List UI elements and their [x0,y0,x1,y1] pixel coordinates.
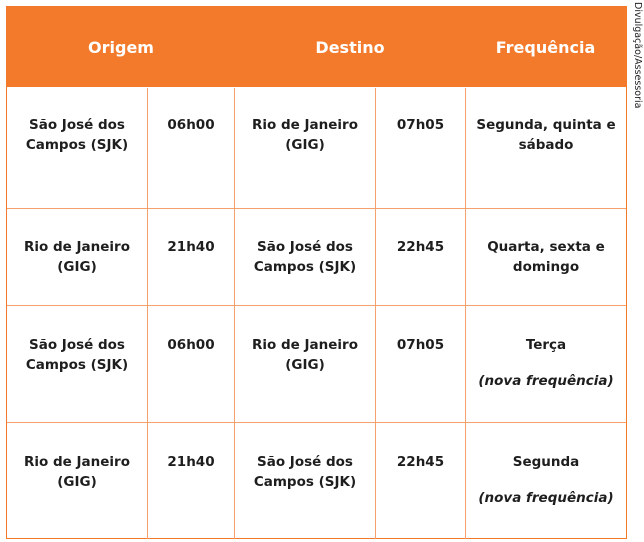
arrival-time-cell: 07h05 [396,337,445,353]
destination-cell: Rio de Janeiro (GIG) [252,117,358,153]
new-frequency-note: (nova frequência) [478,490,614,506]
row-divider [7,422,626,423]
frequency-days: Terça [525,337,567,353]
header-origin: Origem [88,37,154,57]
frequency-days: Quarta, sexta e domingo [487,239,605,275]
header-frequency: Frequência [495,37,596,57]
origin-cell: São José dos Campos (SJK) [25,117,129,153]
column-divider [234,88,235,539]
table-header [7,7,626,87]
column-divider [465,88,466,539]
arrival-time-cell: 07h05 [396,117,445,133]
origin-cell: Rio de Janeiro (GIG) [24,239,130,275]
arrival-time-cell: 22h45 [396,454,445,470]
photo-credit-text: Divulgação/Assessoria [632,2,643,109]
destination-cell: Rio de Janeiro (GIG) [252,337,358,373]
row-divider [7,208,626,209]
flight-schedule-table [6,6,627,539]
arrival-time-cell: 22h45 [396,239,445,255]
frequency-days: Segunda [512,454,580,470]
frequency-cell [467,452,625,508]
new-frequency-note: (nova frequência) [478,373,614,389]
origin-cell: São José dos Campos (SJK) [25,337,129,373]
departure-time-cell: 06h00 [167,337,215,353]
destination-cell: São José dos Campos (SJK) [253,454,357,490]
departure-time-cell: 21h40 [167,454,215,470]
header-destination: Destino [315,37,385,57]
frequency-days: Segunda, quinta e sábado [476,117,616,153]
row-divider [7,305,626,306]
origin-cell: Rio de Janeiro (GIG) [24,454,130,490]
departure-time-cell: 21h40 [167,239,215,255]
photo-credit [630,0,644,130]
frequency-cell [473,115,619,155]
frequency-cell [467,335,625,391]
departure-time-cell: 06h00 [167,117,215,133]
frequency-cell [473,237,619,277]
destination-cell: São José dos Campos (SJK) [253,239,357,275]
